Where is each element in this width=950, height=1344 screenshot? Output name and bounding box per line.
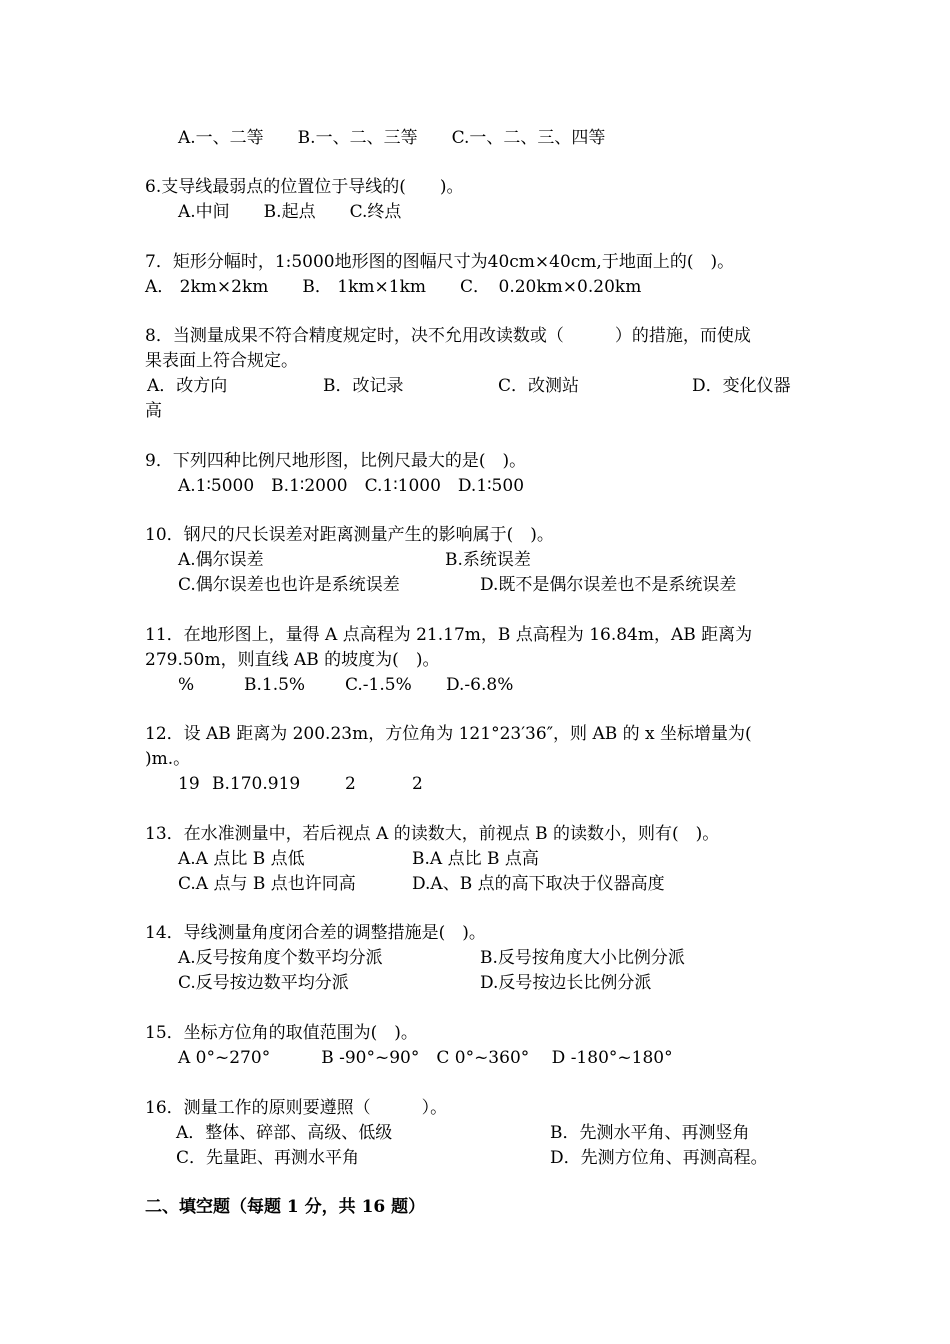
q14-option-d: D.反号按边长比例分派	[480, 973, 652, 993]
q8-stem-line2: 果表面上符合规定。	[145, 351, 298, 371]
q7-stem: 7．矩形分幅时，1:5000地形图的图幅尺寸为40cm×40cm,于地面上的( )。	[145, 252, 735, 272]
q8-option-a: A．改方向	[147, 376, 228, 396]
q14-stem: 14．导线测量角度闭合差的调整措施是( )。	[145, 923, 486, 943]
q14-option-b: B.反号按角度大小比例分派	[480, 948, 685, 968]
q16-option-d: D．先测方位角、再测高程。	[550, 1148, 768, 1168]
q12-option-d: 2	[412, 774, 423, 794]
q8-option-d: D．变化仪器	[692, 376, 791, 396]
q8-option-c: C．改测站	[498, 376, 580, 396]
q10-option-b: B.系统误差	[445, 550, 531, 570]
q12-option-c: 2	[345, 774, 356, 794]
q8-stem-line1: 8．当测量成果不符合精度规定时，决不允用改读数或（ ）的措施，而使成	[145, 326, 751, 346]
q5-options: A.一、二等 B.一、二、三等 C.一、二、三、四等	[178, 128, 606, 148]
q10-option-d: D.既不是偶尔误差也不是系统误差	[480, 575, 737, 595]
q16-option-b: B．先测水平角、再测竖角	[550, 1123, 750, 1143]
q8-option-b: B．改记录	[323, 376, 404, 396]
q15-options: A 0°~270° B -90°~90° C 0°~360° D -180°~180°	[178, 1048, 673, 1068]
q6-stem: 6.支导线最弱点的位置位于导线的( )。	[145, 177, 464, 197]
q9-options: A.1∶5000 B.1∶2000 C.1∶1000 D.1∶500	[178, 476, 525, 496]
q13-option-d: D.A、B 点的高下取决于仪器高度	[412, 874, 665, 894]
q11-stem-line1: 11．在地形图上，量得 A 点高程为 21.17m，B 点高程为 16.84m，AB 距离为	[145, 625, 753, 645]
q6-options: A.中间 B.起点 C.终点	[178, 202, 402, 222]
q14-option-c: C.反号按边数平均分派	[178, 973, 349, 993]
q11-option-c: C.-1.5%	[345, 675, 412, 695]
q12-stem-line2: )m.。	[145, 749, 191, 769]
q13-option-b: B.A 点比 B 点高	[412, 849, 539, 869]
q10-option-a: A.偶尔误差	[178, 550, 264, 570]
q10-stem: 10．钢尺的尺长误差对距离测量产生的影响属于( )。	[145, 525, 554, 545]
q13-option-a: A.A 点比 B 点低	[178, 849, 305, 869]
q7-options: A． 2km×2km B． 1km×1km C． 0.20km×0.20km	[145, 277, 642, 297]
q16-option-c: C．先量距、再测水平角	[176, 1148, 360, 1168]
q13-option-c: C.A 点与 B 点也许同高	[178, 874, 356, 894]
q16-stem: 16．测量工作的原则要遵照（ ）。	[145, 1098, 448, 1118]
q11-stem-line2: 279.50m，则直线 AB 的坡度为( )。	[145, 650, 440, 670]
q13-stem: 13．在水准测量中，若后视点 A 的读数大，前视点 B 的读数小，则有( )。	[145, 824, 720, 844]
q12-stem-line1: 12．设 AB 距离为 200.23m，方位角为 121°23′36″，则 AB 的 x 坐标增量为(	[145, 724, 752, 744]
q12-option-a: 19	[178, 774, 200, 794]
q15-stem: 15．坐标方位角的取值范围为( )。	[145, 1023, 418, 1043]
q9-stem: 9．下列四种比例尺地形图，比例尺最大的是( )。	[145, 451, 527, 471]
q16-option-a: A．整体、碎部、高级、低级	[176, 1123, 393, 1143]
q11-option-d: D.-6.8%	[446, 675, 514, 695]
q10-option-c: C.偶尔误差也也许是系统误差	[178, 575, 400, 595]
section-heading: 二、填空题（每题 1 分，共 16 题）	[145, 1197, 426, 1217]
q14-option-a: A.反号按角度个数平均分派	[178, 948, 383, 968]
q12-option-b: B.170.919	[212, 774, 301, 794]
q11-option-b: B.1.5%	[244, 675, 306, 695]
q11-option-a: %	[178, 675, 195, 695]
q8-stem-line3: 高	[145, 401, 162, 421]
